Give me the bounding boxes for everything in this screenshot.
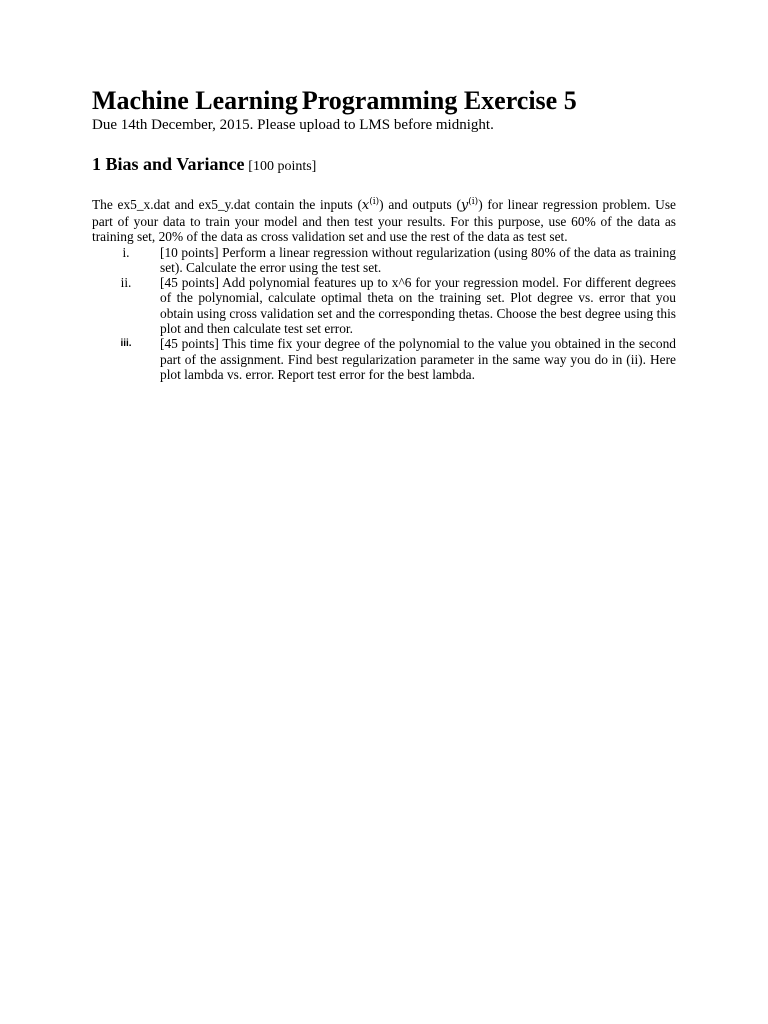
title-part-1: Machine Learning <box>92 86 298 115</box>
document-page <box>92 86 676 382</box>
section-points: [100 points] <box>248 159 317 174</box>
x-var: x <box>361 198 370 213</box>
intro-text-1: The ex5_x.dat and ex5_y.dat contain the inputs ( <box>92 197 362 212</box>
item-text: [45 points] This time fix your degree of the polynomial to the value you obtained in the second part of the assignment. Find best regularization parameter in the same way you do in (ii). Here plot lambda vs. error. Report test error for the best lambda. <box>160 336 676 382</box>
x-superscript: (i) <box>369 197 380 207</box>
list-item <box>92 275 676 336</box>
item-text: [45 points] Add polynomial features up to x^6 for your regression model. For different degrees of the polynomial, calculate optimal theta on the training set. Plot degree vs. error that you obtain using cross validation set and the corresponding thetas. Choose the best degree using this plot and then calculate test set error. <box>160 275 676 336</box>
x-variable <box>362 198 379 213</box>
y-superscript: (i) <box>468 197 479 207</box>
item-number: ii. <box>120 275 132 291</box>
item-number: i. <box>122 244 130 260</box>
due-date-line: Due 14th December, 2015. Please upload to LMS before midnight. <box>92 117 494 133</box>
task-list <box>92 245 676 383</box>
y-var: y <box>460 198 469 213</box>
section-title: 1 Bias and Variance <box>92 154 245 174</box>
item-number: iii. <box>120 338 132 350</box>
y-variable <box>461 198 478 213</box>
title-part-2: Programming Exercise 5 <box>301 86 577 115</box>
intro-text-3: ) for linear regression problem. Use part of your data to train your model and then test your results. For this purpose, use 60% of the data as training set, 20% of the data as cross validation set and use the rest of the data as test set. <box>92 197 676 244</box>
item-text: [10 points] Perform a linear regression without regularization (using 80% of the data as training set). Calculate the error using the test set. <box>160 244 676 275</box>
page-title <box>92 86 676 116</box>
intro-text-2: ) and outputs ( <box>379 197 461 212</box>
list-item <box>92 245 676 276</box>
intro-paragraph <box>92 195 676 245</box>
section-header <box>92 154 676 177</box>
list-item <box>92 336 676 382</box>
